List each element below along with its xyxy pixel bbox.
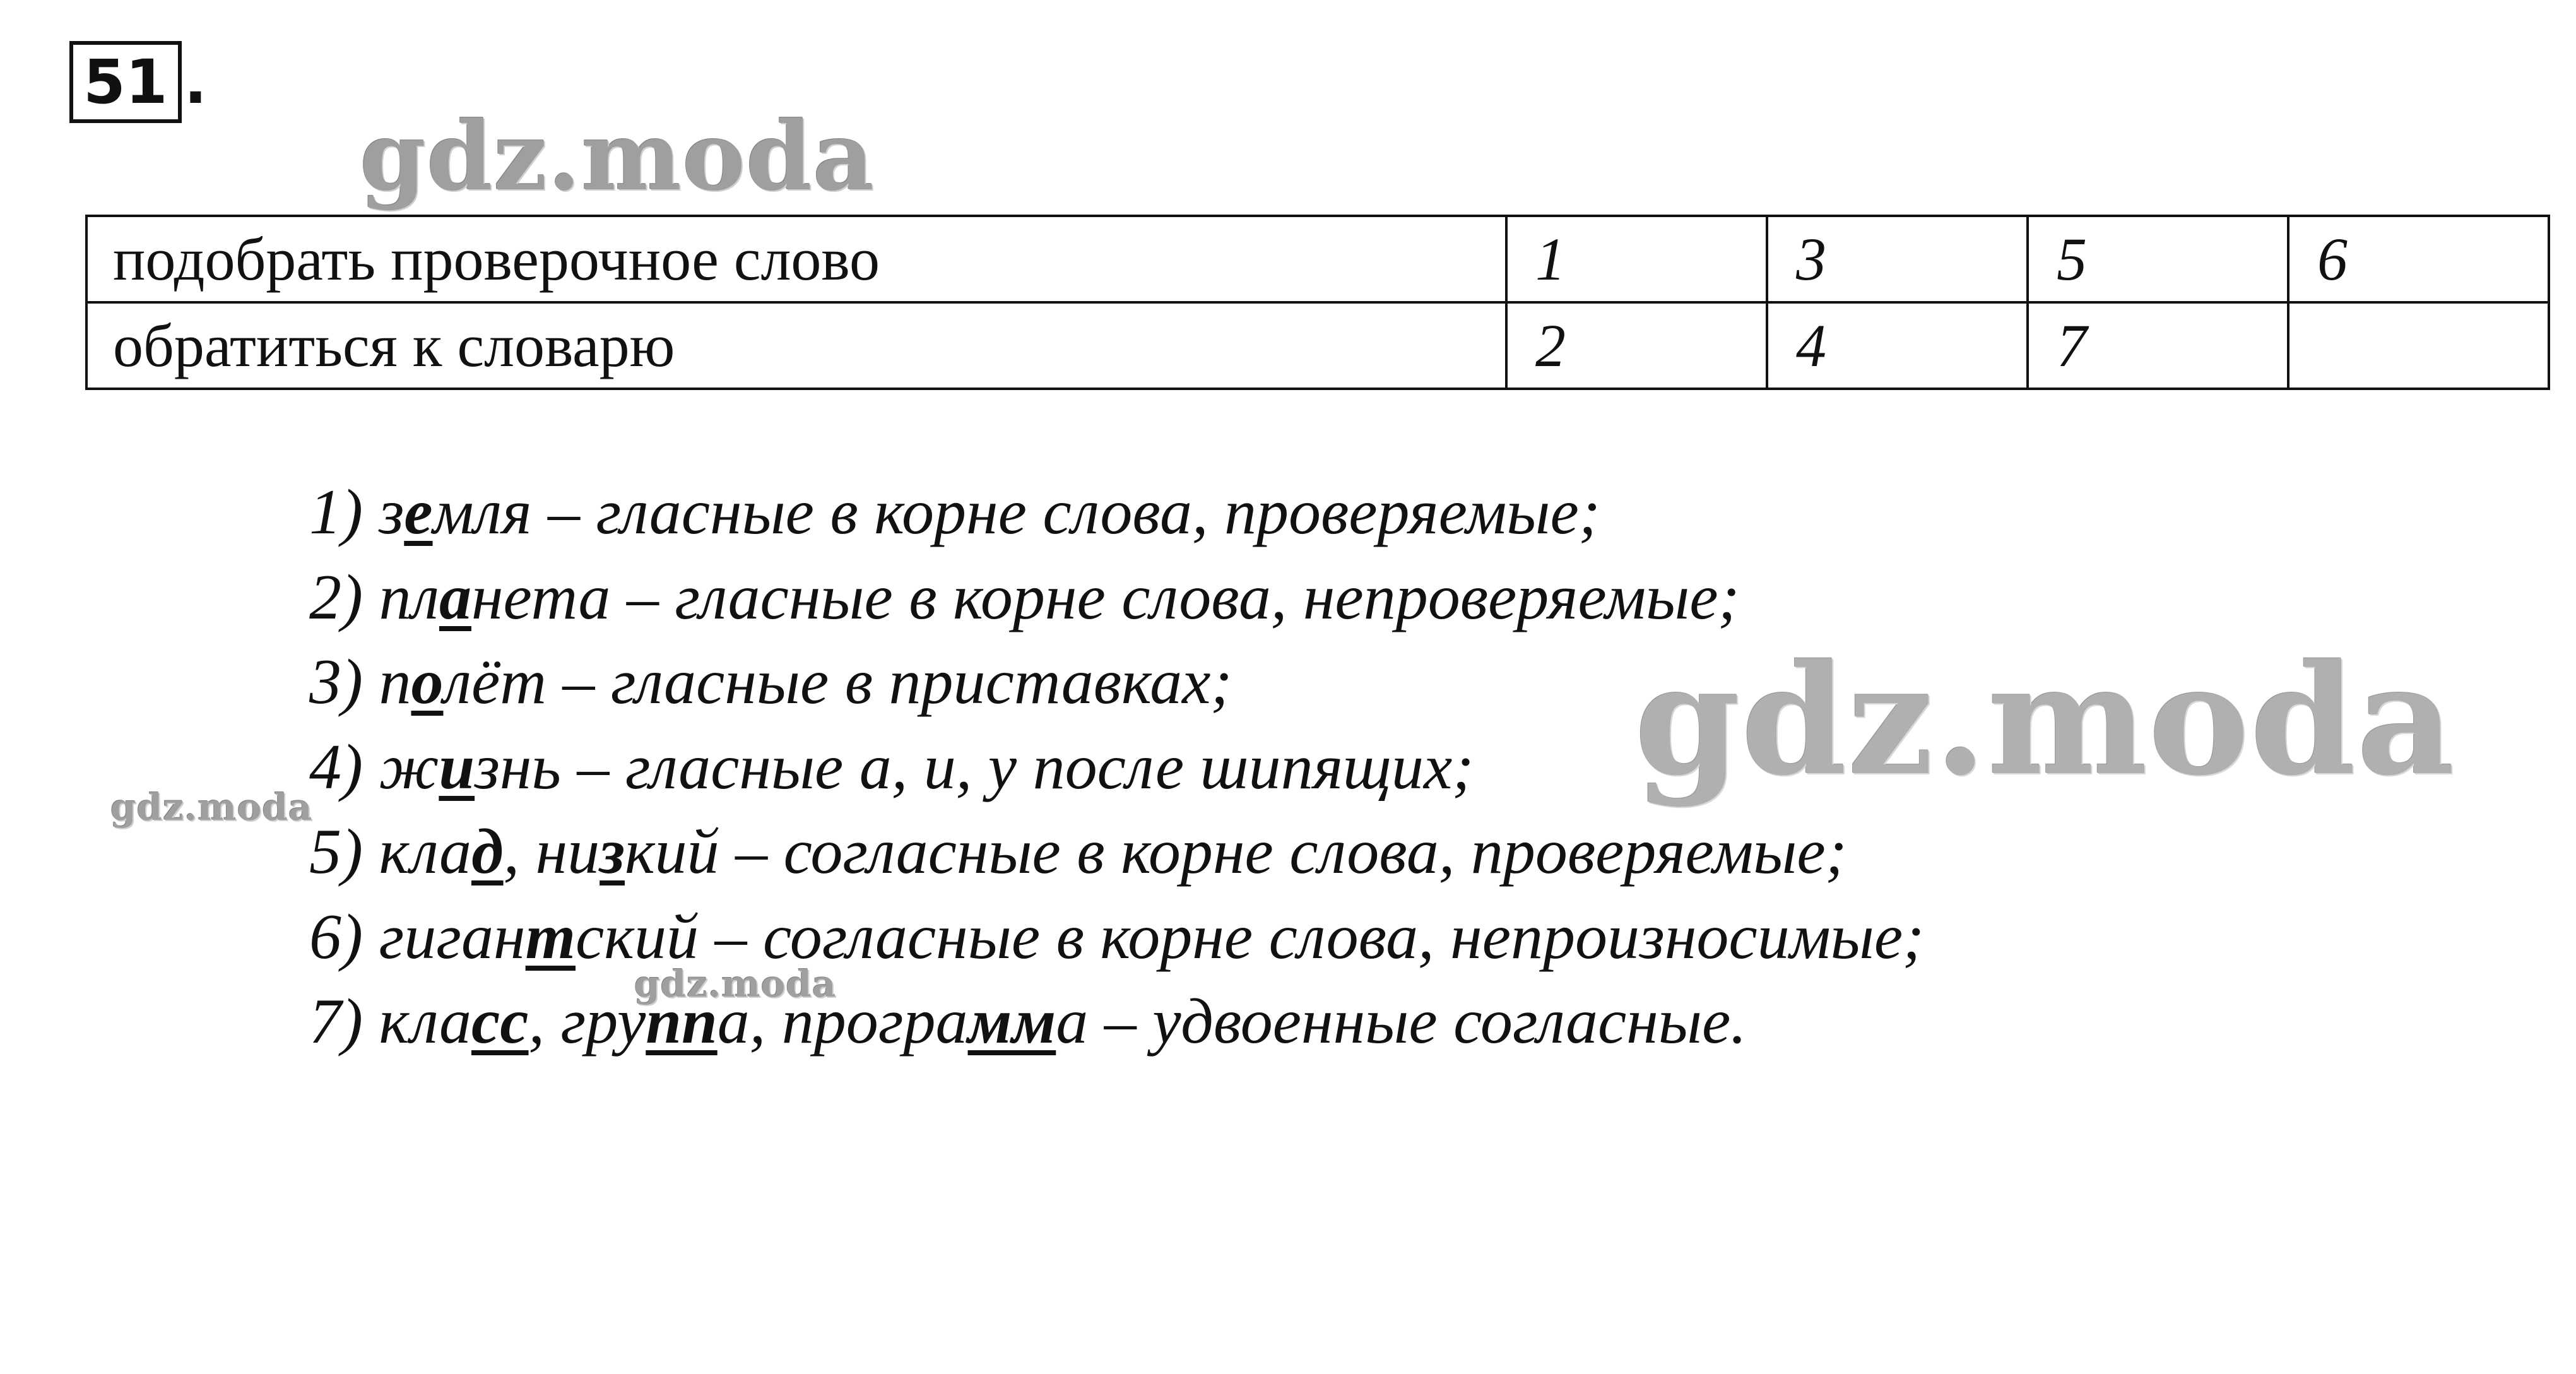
highlighted-letters: мм <box>967 986 1056 1057</box>
row-label: подобрать проверочное слово <box>86 216 1506 302</box>
highlighted-letters: сс <box>471 986 529 1057</box>
answer-text: знь – гласные а, и, у после шипящих; <box>475 731 1474 803</box>
highlighted-letters: и <box>439 731 475 803</box>
answer-text: , гру <box>528 986 646 1057</box>
answer-text: 7) кла <box>309 986 471 1057</box>
answer-text: а, програ <box>717 986 968 1057</box>
watermark-logo: gdz.moda <box>634 962 837 1005</box>
answer-text: 3) п <box>309 646 411 718</box>
table-cell: 6 <box>2288 216 2549 302</box>
task-number-box: 51 <box>69 41 182 123</box>
answer-text: 5) кла <box>309 816 471 887</box>
answer-text: 1) з <box>309 477 405 548</box>
answer-table <box>85 215 2550 390</box>
answer-text: а – удвоенные согласные. <box>1056 986 1747 1057</box>
highlighted-letters: е <box>404 477 433 548</box>
answer-item <box>309 470 1924 555</box>
highlighted-letters: а <box>439 561 471 633</box>
table-cell <box>2288 302 2549 389</box>
watermark-logo: gdz.moda <box>360 101 875 212</box>
answer-text: мля – гласные в корне слова, проверяемые; <box>432 477 1600 548</box>
table-cell: 7 <box>2028 302 2288 389</box>
table-cell: 3 <box>1767 216 2028 302</box>
row-label: обратиться к словарю <box>86 302 1506 389</box>
answer-text: нета – гласные в корне слова, непроверяемые; <box>471 561 1740 633</box>
answer-item <box>309 555 1924 641</box>
answer-text: 6) гиган <box>309 901 526 973</box>
watermark-logo: gdz.moda <box>1634 631 2455 809</box>
highlighted-letters: з <box>600 816 625 887</box>
answer-text: 2) пл <box>309 561 439 633</box>
highlighted-letters: пп <box>646 986 718 1057</box>
answer-text: ский – согласные в корне слова, непроизносимые; <box>576 901 1925 973</box>
task-number <box>69 41 207 123</box>
table-row <box>86 216 2549 302</box>
answer-text: , ни <box>503 816 600 887</box>
answer-item <box>309 810 1924 895</box>
highlighted-letters: д <box>471 816 504 887</box>
answer-text: кий – согласные в корне слова, проверяемые; <box>624 816 1847 887</box>
answer-text: лёт – гласные в приставках; <box>443 646 1232 718</box>
highlighted-letters: т <box>525 901 576 973</box>
table-row <box>86 302 2549 389</box>
answer-item <box>309 980 1924 1065</box>
table-cell: 4 <box>1767 302 2028 389</box>
highlighted-letters: о <box>411 646 444 718</box>
watermark-logo: gdz.moda <box>110 786 313 829</box>
table-cell: 2 <box>1506 302 1767 389</box>
table-cell: 1 <box>1506 216 1767 302</box>
table-cell: 5 <box>2028 216 2288 302</box>
answer-text: 4) ж <box>309 731 439 803</box>
task-number-dot: . <box>184 47 208 117</box>
answer-item <box>309 895 1924 980</box>
